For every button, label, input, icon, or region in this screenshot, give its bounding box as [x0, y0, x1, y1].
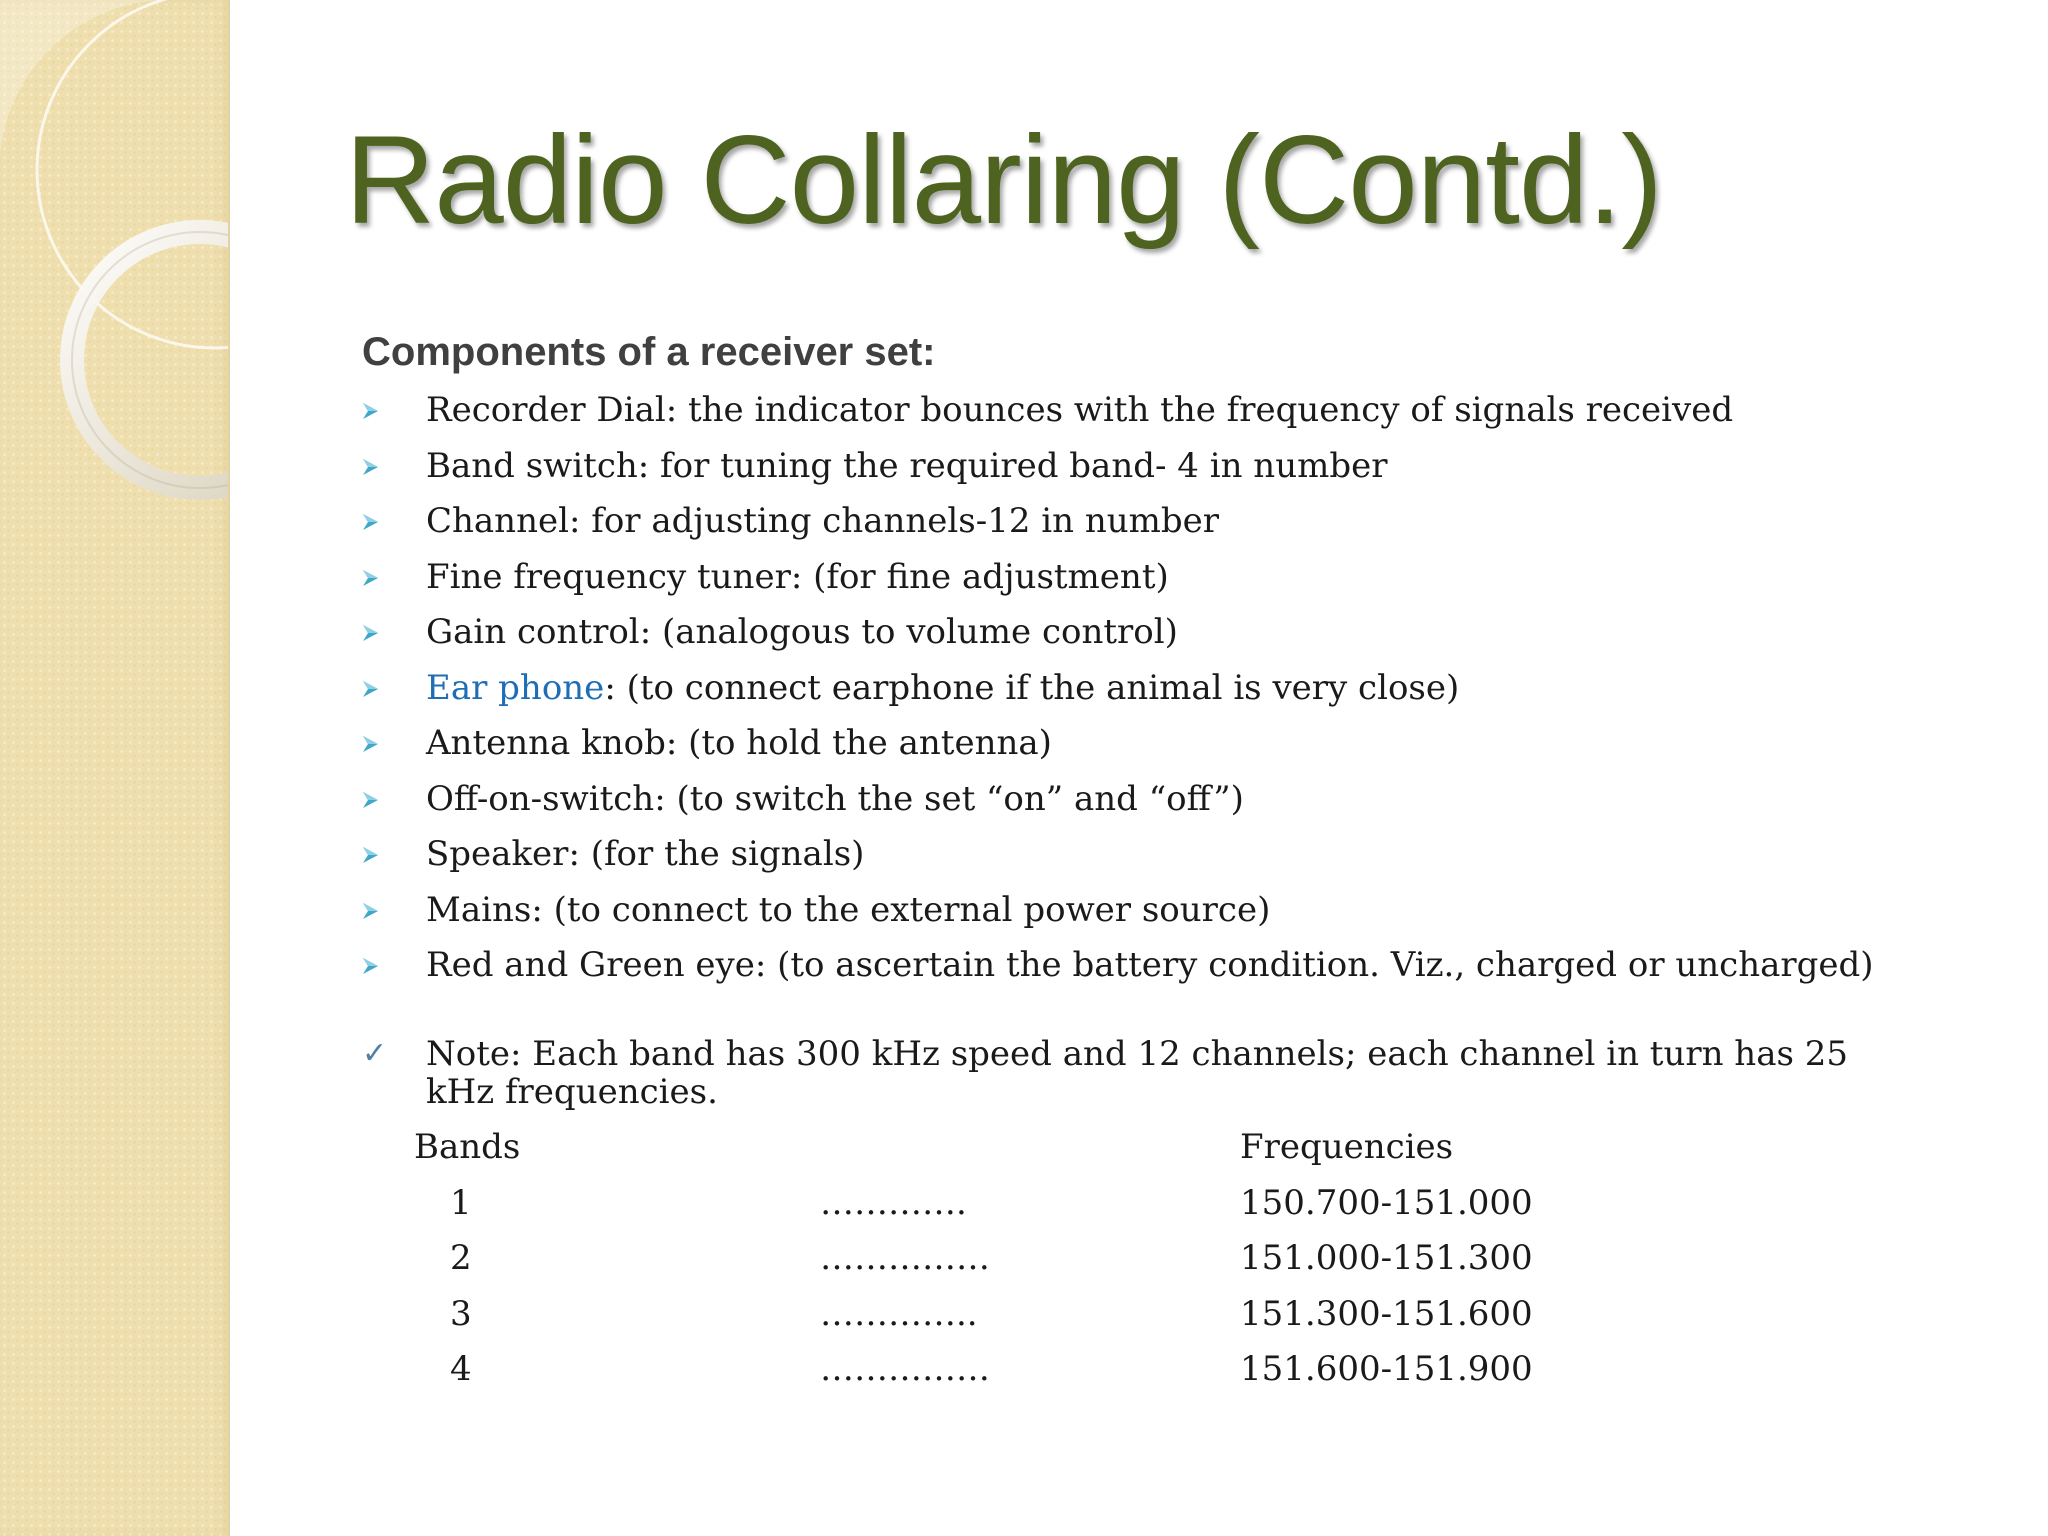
component-label: Speaker: [426, 834, 569, 874]
component-description: : (to connect to the external power source): [531, 889, 1271, 930]
component-description: : (to connect earphone if the animal is very close): [604, 667, 1460, 708]
table-row: [414, 1176, 1640, 1232]
component-item: [362, 883, 1874, 939]
band-number-cell: 1: [450, 1182, 472, 1223]
dots-cell: …………..: [820, 1293, 978, 1334]
component-description: : (for fine adjustment): [790, 556, 1169, 597]
band-number-cell: 2: [450, 1238, 472, 1278]
arrow-bullet-icon: [362, 791, 379, 809]
component-label: Channel: [426, 501, 569, 541]
component-description: : (analogous to volume control): [639, 612, 1178, 652]
dots-cell: ……………: [820, 1349, 990, 1389]
component-description: : (to ascertain the battery condition. Viz., charged or uncharged): [754, 945, 1874, 985]
arrow-bullet-icon: [362, 624, 379, 642]
component-item: [362, 494, 1874, 550]
table-row: [414, 1231, 1640, 1287]
decorative-circles: [0, 0, 228, 520]
dots-cell: ……………: [820, 1238, 990, 1278]
arrow-bullet-icon: [362, 402, 379, 420]
component-label[interactable]: Ear phone: [426, 667, 605, 708]
note-block: [362, 1035, 1902, 1111]
component-description: : the indicator bounces with the frequency of signals received: [665, 390, 1734, 430]
frequencies-header: Frequencies: [1240, 1127, 1454, 1167]
bands-frequency-table: [414, 1120, 1640, 1398]
frequency-range-cell: 151.600-151.900: [1240, 1349, 1533, 1389]
component-label: Fine frequency tuner: [426, 556, 791, 597]
component-item: [362, 383, 1874, 439]
spacer-cell: [820, 1120, 1240, 1176]
arrow-bullet-icon: [362, 513, 379, 531]
bands-header: Bands: [414, 1127, 521, 1167]
component-description: : for tuning the required band- 4 in number: [637, 445, 1388, 486]
component-item: [362, 661, 1874, 717]
check-icon: ✓: [362, 1036, 388, 1071]
component-label: Antenna knob: [426, 723, 666, 763]
components-heading: Components of a receiver set:: [362, 330, 936, 374]
arrow-bullet-icon: [362, 680, 379, 698]
component-label: Recorder Dial: [426, 390, 666, 430]
components-list: [362, 383, 1874, 994]
component-item: [362, 605, 1874, 661]
component-item: [362, 439, 1874, 495]
arrow-bullet-icon: [362, 957, 379, 975]
note-text: Note: Each band has 300 kHz speed and 12 channels; each channel in turn has 25 kHz frequencies.: [426, 1034, 1848, 1112]
component-label: Off-on-switch: [426, 778, 655, 819]
band-number-cell: 3: [450, 1293, 472, 1334]
dots-cell: ………….: [820, 1182, 967, 1223]
component-description: : (to switch the set “on” and “off”): [654, 778, 1244, 819]
component-description: : for adjusting channels-12 in number: [568, 501, 1220, 541]
component-label: Mains: [426, 889, 532, 930]
slide-title: Radio Collaring (Contd.): [345, 111, 1662, 250]
arrow-bullet-icon: [362, 735, 379, 753]
component-label: Band switch: [426, 445, 638, 486]
arrow-bullet-icon: [362, 458, 379, 476]
frequency-range-cell: 151.300-151.600: [1240, 1293, 1533, 1334]
arrow-bullet-icon: [362, 902, 379, 920]
component-label: Gain control: [426, 612, 640, 652]
component-item: [362, 938, 1874, 994]
frequency-range-cell: 151.000-151.300: [1240, 1238, 1533, 1278]
component-item: [362, 716, 1874, 772]
table-row: [414, 1342, 1640, 1398]
table-header-row: [414, 1120, 1640, 1176]
component-item: [362, 550, 1874, 606]
component-label: Red and Green eye: [426, 945, 755, 985]
band-number-cell: 4: [450, 1349, 472, 1389]
component-description: : (to hold the antenna): [665, 723, 1052, 763]
frequency-range-cell: 150.700-151.000: [1240, 1182, 1533, 1223]
table-row: [414, 1287, 1640, 1343]
component-description: : (for the signals): [568, 834, 865, 874]
arrow-bullet-icon: [362, 569, 379, 587]
component-item: [362, 827, 1874, 883]
arrow-bullet-icon: [362, 846, 379, 864]
component-item: [362, 772, 1874, 828]
